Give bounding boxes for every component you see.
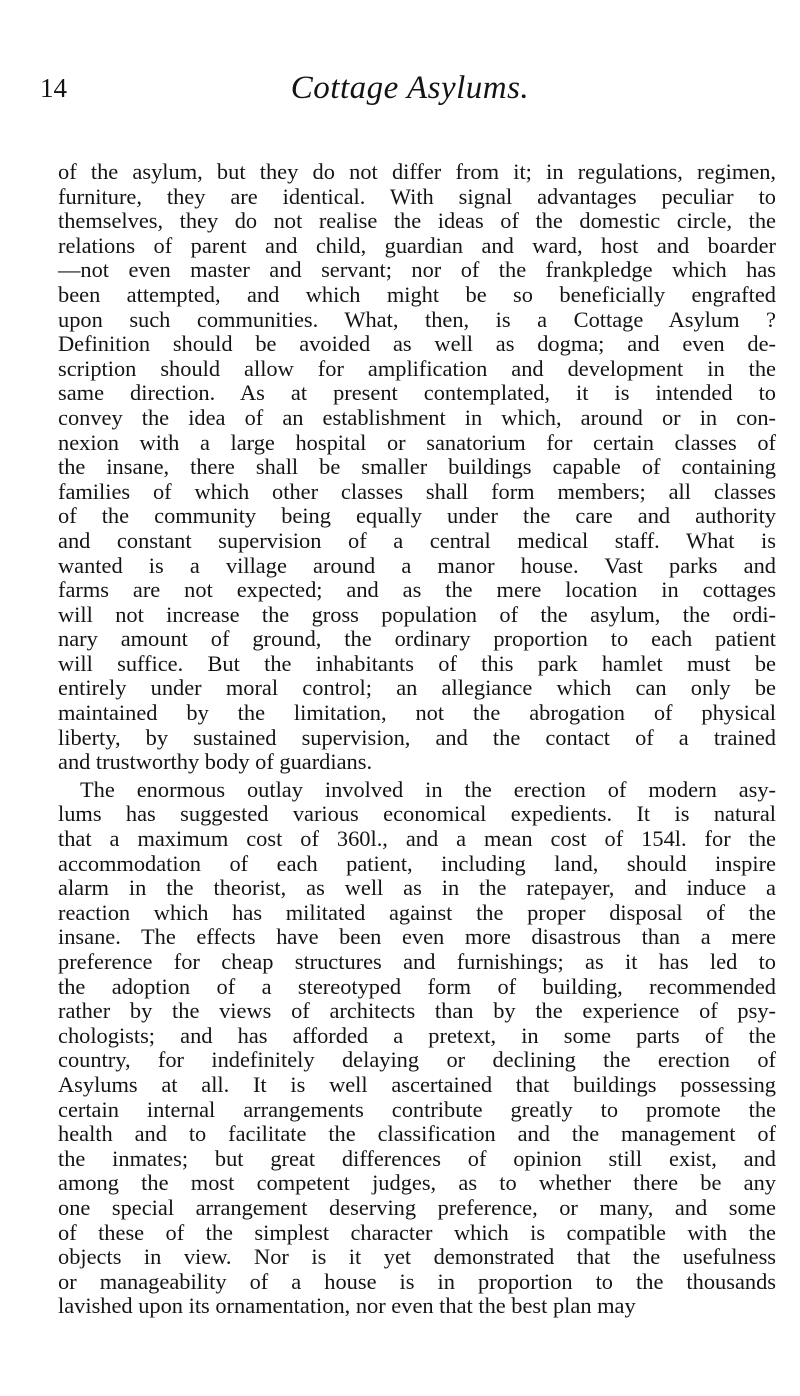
text-line: country, for indefinitely delaying or declining the erection of <box>58 1047 776 1073</box>
text-line: convey the idea of an establishment in which, around or in con- <box>58 404 776 430</box>
text-line: accommodation of each patient, including land, should inspire <box>58 850 776 876</box>
text-line: among the most competent judges, as to whether there be any <box>58 1170 776 1196</box>
text-line: of the asylum, but they do not differ from it; in regulations, regimen, <box>58 159 776 184</box>
text-line: the adoption of a stereotyped form of building, recommended <box>58 973 776 999</box>
text-line: scription should allow for amplification and development in the <box>58 355 776 381</box>
text-line: will not increase the gross population of the asylum, the ordi- <box>58 601 776 627</box>
text-line: relations of parent and child, guardian and ward, host and boarder <box>58 232 776 258</box>
text-line: families of which other classes shall form members; all classes <box>58 478 776 504</box>
text-line: been attempted, and which might be so beneficially engrafted <box>58 281 776 307</box>
text-line: —not even master and servant; nor of the frankpledge which has <box>58 257 776 283</box>
text-line: wanted is a village around a manor house. Vast parks and <box>58 552 776 578</box>
text-line: liberty, by sustained supervision, and the contact of a trained <box>58 724 776 750</box>
text-line: nary amount of ground, the ordinary proportion to each patient <box>58 626 776 652</box>
paragraph-cottage-definition <box>58 160 776 775</box>
text-line: and trustworthy body of guardians. <box>58 749 373 775</box>
page-number: 14 <box>40 73 67 103</box>
text-line: chologists; and has afforded a pretext, in some parts of the <box>58 1022 776 1048</box>
text-line: furniture, they are identical. With signal advantages peculiar to <box>58 183 776 209</box>
text-line: themselves, they do not realise the ideas of the domestic circle, the <box>58 208 776 234</box>
text-line: objects in view. Nor is it yet demonstrated that the usefulness <box>58 1244 776 1270</box>
text-line: insane. The effects have been even more disastrous than a mere <box>58 924 776 950</box>
text-line: alarm in the theorist, as well as in the ratepayer, and induce a <box>58 875 776 901</box>
text-line: health and to facilitate the classification and the management of <box>58 1121 776 1147</box>
running-title: Cottage Asylums. <box>290 70 530 106</box>
text-line: preference for cheap structures and furnishings; as it has led to <box>58 949 776 974</box>
text-line: or manageability of a house is in proportion to the thousands <box>58 1268 776 1294</box>
text-line: of these of the simplest character which is compatible with the <box>58 1219 776 1245</box>
text-line: upon such communities. What, then, is a Cottage Asylum ? <box>58 306 776 332</box>
text-line: same direction. As at present contemplated, it is intended to <box>58 380 776 406</box>
text-line: certain internal arrangements contribute greatly to promote the <box>58 1096 776 1122</box>
text-line: will suffice. But the inhabitants of this park hamlet must be <box>58 650 776 676</box>
text-line: Definition should be avoided as well as dogma; and even de- <box>58 331 776 357</box>
paragraph-asylum-outlay <box>58 778 776 1319</box>
text-line: farms are not expected; and as the mere location in cottages <box>58 577 776 603</box>
text-line: lums has suggested various economical expedients. It is natural <box>58 801 776 827</box>
text-line: lavished upon its ornamentation, nor even that the best plan may <box>58 1293 636 1319</box>
running-head <box>40 66 780 110</box>
page-body <box>58 160 776 1319</box>
text-line: The enormous outlay involved in the erection of modern asy- <box>80 776 776 802</box>
text-line: of the community being equally under the care and authority <box>58 503 776 529</box>
text-line: maintained by the limitation, not the abrogation of physical <box>58 700 776 726</box>
text-line: rather by the views of architects than by the experience of psy- <box>58 998 776 1024</box>
text-line: entirely under moral control; an allegiance which can only be <box>58 675 776 701</box>
text-line: that a maximum cost of 360l., and a mean cost of 154l. for the <box>58 826 776 852</box>
text-line: one special arrangement deserving preference, or many, and some <box>58 1194 776 1220</box>
text-line: the inmates; but great differences of opinion still exist, and <box>58 1145 776 1171</box>
text-line: Asylums at all. It is well ascertained that buildings possessing <box>58 1071 776 1097</box>
text-line: nexion with a large hospital or sanatorium for certain classes of <box>58 429 776 455</box>
text-line: reaction which has militated against the proper disposal of the <box>58 899 776 925</box>
text-line: the insane, there shall be smaller buildings capable of containing <box>58 454 776 480</box>
text-line: and constant supervision of a central medical staff. What is <box>58 527 776 553</box>
